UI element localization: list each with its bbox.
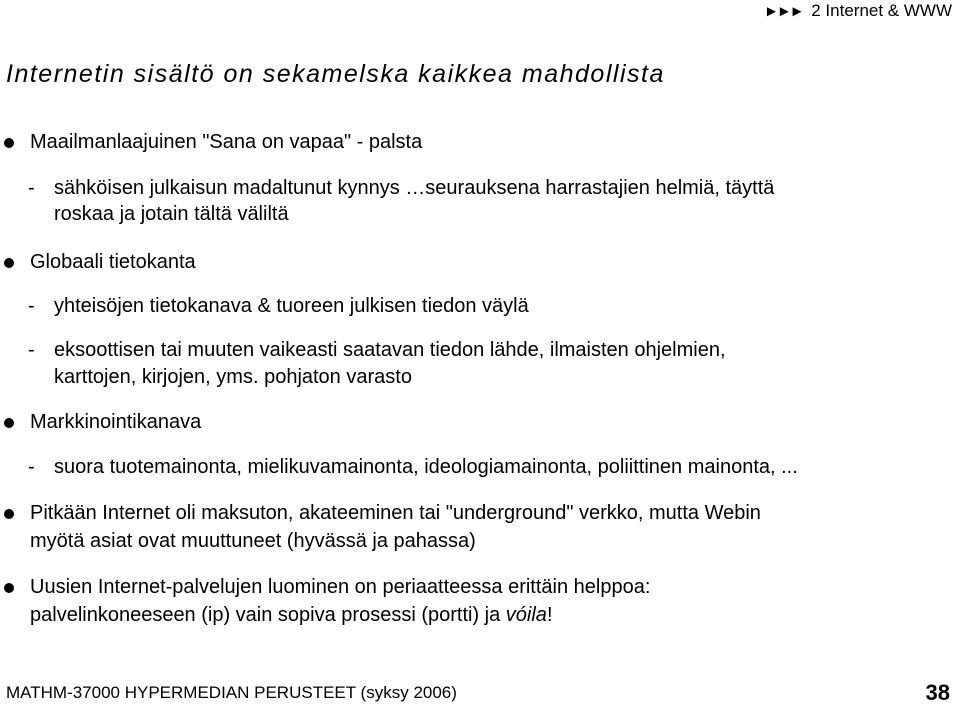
dash-icon: - [28,177,35,199]
dash-text: suora tuotemainonta, mielikuvamainonta, ideologiamainonta, poliittinen mainonta, ... [54,456,798,478]
dash-icon: - [28,295,35,317]
dash-text: karttojen, kirjojen, yms. pohjaton varasto [54,366,412,388]
bullet-text [30,602,553,628]
bullet-text-prefix: palvelinkoneeseen (ip) vain sopiva prosessi (portti) ja [30,604,506,626]
bullet-text-suffix: ! [546,604,553,626]
dash-icon: - [28,339,35,361]
dash-icon: - [28,456,35,478]
bullet-text: Markkinointikanava [30,411,202,433]
bullet-text: Globaali tietokanta [30,251,196,273]
bullet-icon [4,509,14,519]
section-header [764,0,952,23]
dash-text: sähköisen julkaisun madaltunut kynnys …seurauksena harrastajien helmiä, täyttä [54,177,775,199]
bullet-text-italic: vóila [505,604,547,626]
bullet-icon [4,418,14,428]
bullet-icon [4,258,14,268]
nav-arrows-icon: ►►► [763,3,803,20]
dash-text: yhteisöjen tietokanava & tuoreen julkisen tiedon väylä [54,295,529,317]
dash-text: roskaa ja jotain tältä väliltä [54,203,289,225]
bullet-text: Maailmanlaajuinen "Sana on vapaa" - palsta [30,131,423,153]
section-label: 2 Internet & WWW [811,1,952,20]
page-number: 38 [925,680,950,705]
bullet-text: Pitkään Internet oli maksuton, akateeminen tai "underground" verkko, mutta Webin [30,502,761,524]
dash-text: eksoottisen tai muuten vaikeasti saatavan tiedon lähde, ilmaisten ohjelmien, [54,339,726,361]
bullet-text: myötä asiat ovat muuttuneet (hyvässä ja pahassa) [30,530,476,552]
bullet-icon [4,138,14,148]
slide-title: Internetin sisältö on sekamelska kaikkea mahdollista [6,60,665,88]
bullet-text: Uusien Internet-palvelujen luominen on periaatteessa erittäin helppoa: [30,576,651,598]
footer-course: MATHM-37000 HYPERMEDIAN PERUSTEET (syksy 2006) [6,683,457,702]
bullet-icon [4,583,14,593]
